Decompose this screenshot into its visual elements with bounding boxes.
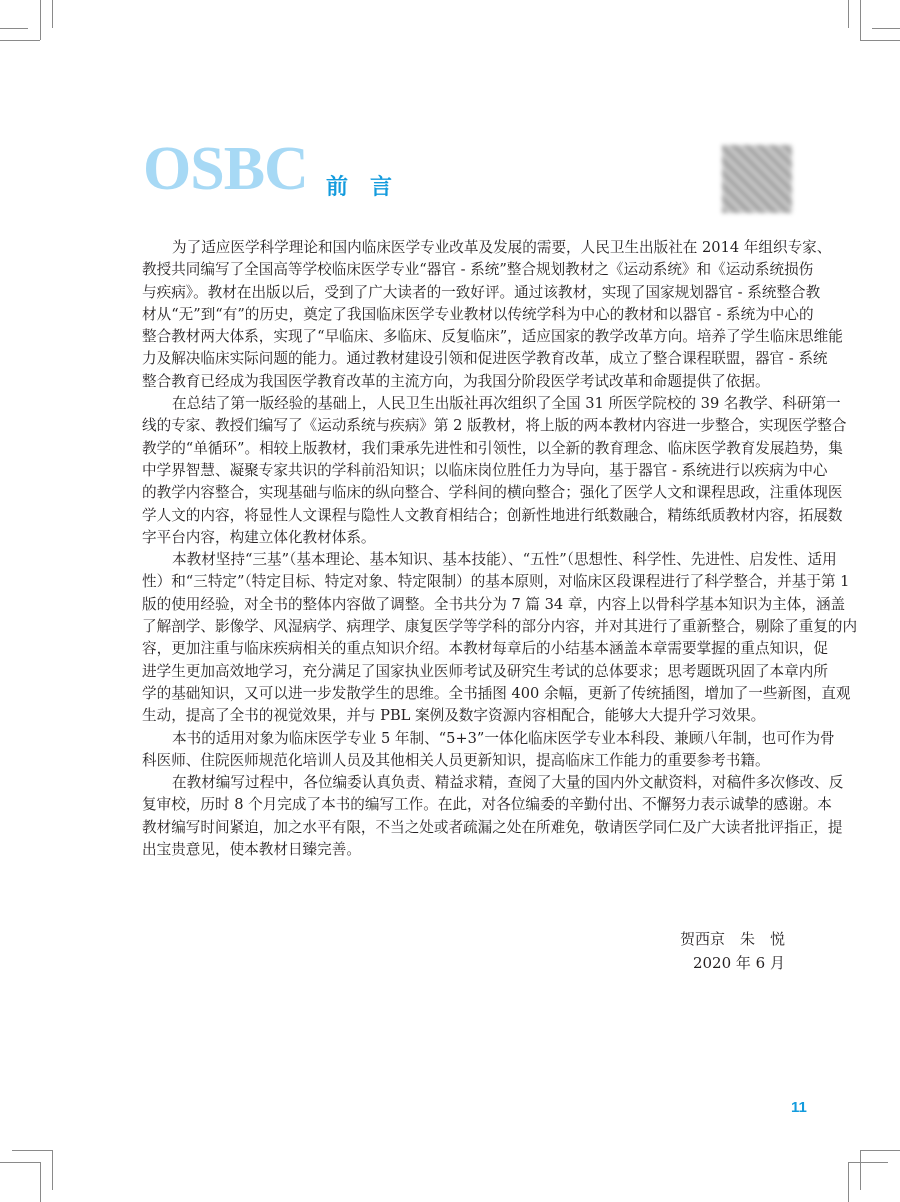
text-line: 材从“无”到“有”的历史，奠定了我国临床医学专业教材以传统学科为中心的教材和以器官 - 系统为中心的 [142, 305, 814, 323]
text-line: 中学界智慧、凝聚专家共识的学科前沿知识；以临床岗位胜任力为导向，基于器官 - 系统进行以疾病为中心 [142, 461, 828, 479]
preface-body [142, 237, 858, 861]
text-line: 线的专家、教授们编写了《运动系统与疾病》第 2 版教材，将上版的两本教材内容进一步整合，实现医学整合 [142, 417, 847, 435]
date: 2020 年 6 月 [692, 954, 785, 972]
crop-mark [0, 28, 28, 29]
text-line: 本教材坚持“三基”（基本理论、基本知识、基本技能）、“五性”（思想性、科学性、先进性、启发性、适用 [172, 551, 837, 569]
crop-mark [848, 1162, 849, 1202]
text-line: 教材编写时间紧迫，加之水平有限，不当之处或者疏漏之处在所难免，敬请医学同仁及广大读者批评指正，提 [142, 818, 843, 836]
crop-mark [872, 28, 900, 29]
text-line: 本书的适用对象为临床医学专业 5 年制、“5+3”一体化临床医学专业本科段、兼顾八年制，也可作为骨 [172, 729, 835, 747]
crop-mark [860, 1150, 900, 1151]
text-line: 性）和“三特定”（特定目标、特定对象、特定限制）的基本原则，对临床区段课程进行了科学整合，并基于第 1 [142, 573, 850, 591]
paragraph [142, 393, 847, 549]
text-line: 力及解决临床实际问题的能力。通过教材建设引领和促进医学教育改革，成立了整合课程联盟，器官 - 系统 [142, 350, 828, 368]
crop-mark [52, 1150, 53, 1190]
text-line: 学的基础知识，又可以进一步发散学生的思维。全书插图 400 余幅，更新了传统插图，增加了一些新图，直观 [142, 684, 851, 702]
crop-mark [40, 0, 41, 40]
crop-mark [848, 1162, 888, 1163]
qr-code-icon[interactable] [722, 145, 792, 213]
text-line: 整合教材两大体系，实现了“早临床、多临床、反复临床”，适应国家的教学改革方向。培养了学生临床思维能 [142, 328, 843, 346]
text-line: 教授共同编写了全国高等学校临床医学专业“器官 - 系统”整合规划教材之《运动系统》和《运动系统损伤 [142, 261, 814, 279]
text-line: 与疾病》。教材在出版以后，受到了广大读者的一致好评。通过该教材，实现了国家规划器官 - 系统整合教 [142, 283, 821, 301]
crop-mark [12, 1150, 52, 1151]
crop-mark [52, 0, 53, 28]
text-line: 版的使用经验，对全书的整体内容做了调整。全书共分为 7 篇 34 章，内容上以骨科学基本知识为主体，涵盖 [142, 595, 846, 613]
crop-mark [848, 0, 849, 28]
text-line: 出宝贵意见，使本教材日臻完善。 [142, 841, 361, 859]
text-line: 容，更加注重与临床疾病相关的重点知识介绍。本教材每章后的小结基本涵盖本章需要掌握的重点知识，促 [142, 640, 828, 658]
text-line: 学人文的内容，将显性人文课程与隐性人文教育相结合；创新性地进行纸数融合，精练纸质教材内容，拓展数 [142, 506, 843, 524]
text-line: 在教材编写过程中，各位编委认真负责、精益求精，查阅了大量的国内外文献资料，对稿件多次修改、反 [172, 774, 844, 792]
crop-mark [0, 1162, 40, 1163]
page-number: 11 [791, 1099, 807, 1116]
text-line: 的教学内容整合，实现基础与临床的纵向整合、学科间的横向整合；强化了医学人文和课程思政，注重体现医 [142, 484, 843, 502]
paragraph [142, 728, 835, 773]
text-line: 整合教育已经成为我国医学教育改革的主流方向，为我国分阶段医学考试改革和命题提供了依据。 [142, 372, 770, 390]
paragraph [142, 549, 858, 727]
crop-mark [0, 40, 40, 41]
text-line: 字平台内容，构建立体化教材体系。 [142, 528, 376, 546]
text-line: 复审校，历时 8 个月完成了本书的编写工作。在此，对各位编委的辛勤付出、不懈努力表示诚挚的感谢。本 [142, 796, 832, 814]
text-line: 为了适应医学科学理论和国内临床医学专业改革及发展的需要，人民卫生出版社在 2014 年组织专家、 [172, 239, 832, 256]
text-line: 进学生更加高效地学习，充分满足了国家执业医师考试及研究生考试的总体要求；思考题既巩固了本章内所 [142, 662, 828, 680]
crop-mark [860, 40, 900, 41]
signature [680, 927, 785, 975]
text-line: 了解剖学、影像学、风湿病学、病理学、康复医学等学科的部分内容，并对其进行了重新整合，剔除了重复的内 [142, 618, 858, 636]
page-title: 前言 [326, 175, 415, 200]
series-logo: OSBC [143, 135, 308, 203]
paragraph [142, 237, 843, 393]
authors: 贺西京 朱 悦 [679, 930, 785, 948]
text-line: 科医师、住院医师规范化培训人员及其他相关人员更新知识，提高临床工作能力的重要参考书籍。 [142, 751, 770, 769]
text-line: 教学的“单循环”。相较上版教材，我们秉承先进性和引领性，以全新的教育理念、临床医学教育发展趋势，集 [142, 439, 843, 457]
crop-mark [40, 1162, 41, 1202]
crop-mark [860, 1150, 861, 1190]
paragraph [142, 772, 844, 861]
text-line: 在总结了第一版经验的基础上，人民卫生出版社再次组织了全国 31 所医学院校的 39 名教学、科研第一 [172, 395, 841, 413]
text-line: 生动，提高了全书的视觉效果，并与 PBL 案例及数字资源内容相配合，能够大大提升学习效果。 [142, 707, 766, 725]
crop-mark [860, 0, 861, 40]
